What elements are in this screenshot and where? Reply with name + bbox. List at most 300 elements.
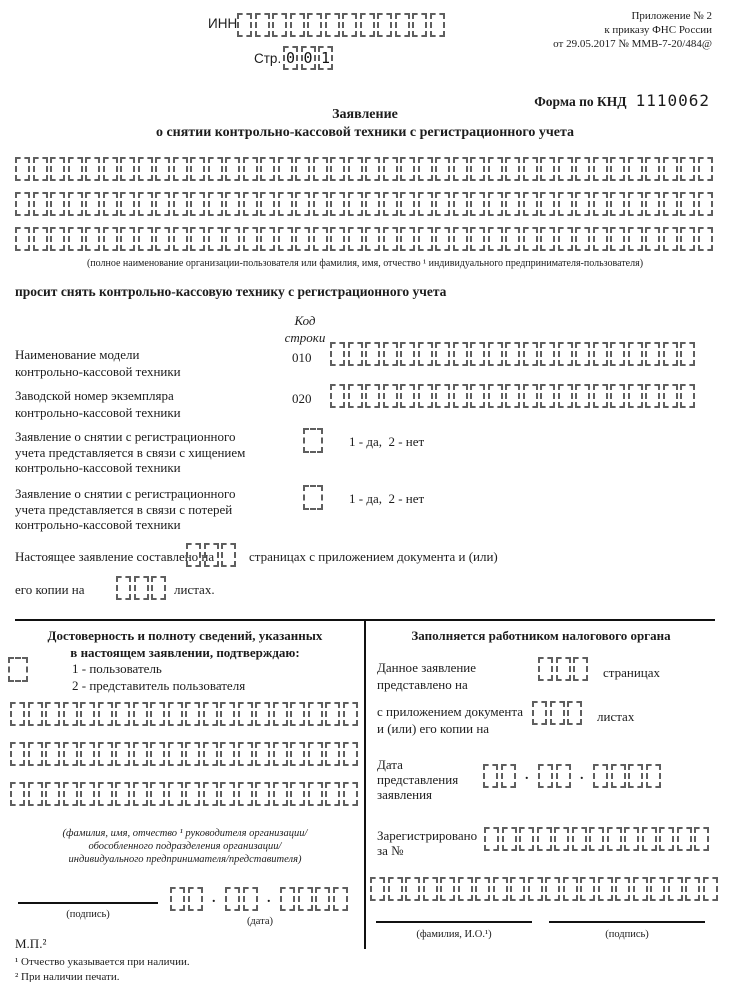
input-cell[interactable]	[273, 702, 288, 726]
input-cell[interactable]	[400, 192, 415, 216]
attached-sheets-input[interactable]	[532, 701, 582, 725]
input-cell[interactable]	[610, 342, 625, 366]
input-cell[interactable]	[208, 192, 223, 216]
input-cell[interactable]	[278, 227, 293, 251]
input-cell[interactable]	[607, 827, 622, 851]
input-cell[interactable]	[558, 384, 573, 408]
input-cell[interactable]	[610, 227, 625, 251]
input-cell[interactable]	[98, 782, 113, 806]
confirmation-checkbox[interactable]	[8, 657, 28, 682]
input-cell[interactable]	[575, 342, 590, 366]
input-cell[interactable]	[290, 742, 305, 766]
input-cell[interactable]	[610, 192, 625, 216]
input-cell[interactable]	[225, 157, 240, 181]
input-cell[interactable]	[150, 742, 165, 766]
input-cell[interactable]	[488, 192, 503, 216]
input-cell[interactable]	[370, 877, 385, 901]
input-cell[interactable]	[303, 485, 323, 510]
input-cell[interactable]	[190, 192, 205, 216]
date-day-input[interactable]	[483, 764, 516, 788]
input-cell[interactable]	[298, 887, 313, 911]
input-cell[interactable]	[220, 742, 235, 766]
input-cell[interactable]	[646, 764, 661, 788]
user-name-input-row[interactable]	[15, 192, 713, 216]
copies-count-input[interactable]	[116, 576, 166, 600]
input-cell[interactable]	[593, 384, 608, 408]
input-cell[interactable]	[360, 13, 375, 37]
input-cell[interactable]	[290, 782, 305, 806]
date-year-input[interactable]	[280, 887, 348, 911]
input-cell[interactable]	[151, 576, 166, 600]
signatory-name-input-row[interactable]	[10, 742, 358, 766]
input-cell[interactable]	[295, 192, 310, 216]
input-cell[interactable]	[45, 782, 60, 806]
input-cell[interactable]	[593, 157, 608, 181]
date-month-input[interactable]	[225, 887, 258, 911]
input-cell[interactable]	[188, 887, 203, 911]
input-cell[interactable]	[558, 192, 573, 216]
input-cell[interactable]	[150, 702, 165, 726]
input-cell[interactable]	[523, 342, 538, 366]
input-cell[interactable]	[430, 13, 445, 37]
input-cell[interactable]	[221, 543, 236, 567]
input-cell[interactable]	[280, 887, 295, 911]
input-cell[interactable]	[440, 877, 455, 901]
input-cell[interactable]	[470, 384, 485, 408]
input-cell[interactable]	[532, 701, 547, 725]
input-cell[interactable]	[383, 384, 398, 408]
input-cell[interactable]	[68, 192, 83, 216]
input-cell[interactable]	[330, 157, 345, 181]
input-cell[interactable]	[260, 192, 275, 216]
input-cell[interactable]	[610, 384, 625, 408]
user-name-input-row[interactable]	[15, 157, 713, 181]
input-cell[interactable]	[383, 342, 398, 366]
input-cell[interactable]	[115, 742, 130, 766]
input-cell[interactable]	[663, 192, 678, 216]
input-cell[interactable]	[348, 384, 363, 408]
input-cell[interactable]	[645, 157, 660, 181]
input-cell[interactable]	[63, 782, 78, 806]
input-cell[interactable]	[98, 702, 113, 726]
input-cell[interactable]	[155, 192, 170, 216]
input-cell[interactable]	[190, 227, 205, 251]
input-cell[interactable]	[168, 742, 183, 766]
input-cell[interactable]	[330, 192, 345, 216]
input-cell[interactable]	[435, 157, 450, 181]
input-cell[interactable]	[698, 157, 713, 181]
input-cell[interactable]	[225, 887, 240, 911]
input-cell[interactable]	[418, 384, 433, 408]
input-cell[interactable]	[173, 157, 188, 181]
input-cell[interactable]	[523, 192, 538, 216]
input-cell[interactable]	[567, 701, 582, 725]
input-cell[interactable]	[703, 877, 718, 901]
input-cell[interactable]	[168, 782, 183, 806]
input-cell[interactable]	[138, 192, 153, 216]
input-cell[interactable]	[663, 227, 678, 251]
input-cell[interactable]	[185, 782, 200, 806]
input-cell[interactable]	[680, 227, 695, 251]
input-cell[interactable]	[203, 742, 218, 766]
input-cell[interactable]	[435, 192, 450, 216]
input-cell[interactable]	[325, 742, 340, 766]
input-cell[interactable]	[680, 157, 695, 181]
input-cell[interactable]	[10, 702, 25, 726]
input-cell[interactable]	[628, 192, 643, 216]
input-cell[interactable]	[342, 13, 357, 37]
input-cell[interactable]	[593, 764, 608, 788]
input-cell[interactable]	[453, 192, 468, 216]
input-cell[interactable]	[383, 157, 398, 181]
input-cell[interactable]	[470, 192, 485, 216]
input-cell[interactable]	[85, 157, 100, 181]
date-month-input[interactable]	[538, 764, 571, 788]
input-cell[interactable]	[120, 227, 135, 251]
input-cell[interactable]	[243, 192, 258, 216]
input-cell[interactable]	[343, 782, 358, 806]
input-cell[interactable]	[272, 13, 287, 37]
input-cell[interactable]	[556, 764, 571, 788]
input-cell[interactable]	[505, 384, 520, 408]
input-cell[interactable]	[483, 764, 498, 788]
input-cell[interactable]	[325, 13, 340, 37]
input-cell[interactable]	[273, 782, 288, 806]
input-cell[interactable]	[220, 782, 235, 806]
input-cell[interactable]	[85, 227, 100, 251]
input-cell[interactable]	[575, 192, 590, 216]
input-cell[interactable]	[405, 877, 420, 901]
input-cell[interactable]	[540, 227, 555, 251]
input-cell[interactable]	[628, 764, 643, 788]
input-cell[interactable]	[243, 227, 258, 251]
input-cell[interactable]	[85, 192, 100, 216]
input-cell[interactable]	[563, 877, 578, 901]
input-cell[interactable]	[540, 192, 555, 216]
input-cell[interactable]	[593, 192, 608, 216]
input-cell[interactable]	[383, 192, 398, 216]
input-cell[interactable]	[155, 157, 170, 181]
input-cell[interactable]	[307, 13, 322, 37]
pages-count-input[interactable]	[186, 543, 236, 567]
input-cell[interactable]	[120, 157, 135, 181]
input-cell[interactable]	[348, 192, 363, 216]
input-cell[interactable]	[418, 342, 433, 366]
input-cell[interactable]	[505, 192, 520, 216]
input-cell[interactable]	[68, 227, 83, 251]
input-cell[interactable]	[580, 877, 595, 901]
input-cell[interactable]: 0	[301, 46, 316, 70]
input-cell[interactable]	[260, 227, 275, 251]
input-cell[interactable]	[538, 657, 553, 681]
input-cell[interactable]	[538, 764, 553, 788]
input-cell[interactable]	[453, 342, 468, 366]
input-cell[interactable]	[103, 227, 118, 251]
input-cell[interactable]	[423, 877, 438, 901]
input-cell[interactable]	[698, 192, 713, 216]
input-cell[interactable]	[50, 192, 65, 216]
input-cell[interactable]	[115, 702, 130, 726]
input-cell[interactable]	[10, 742, 25, 766]
input-cell[interactable]	[680, 342, 695, 366]
input-cell[interactable]	[502, 827, 517, 851]
page-number-input[interactable]	[283, 46, 333, 70]
input-cell[interactable]	[186, 543, 201, 567]
input-cell[interactable]	[458, 877, 473, 901]
input-cell[interactable]	[260, 157, 275, 181]
input-cell[interactable]	[325, 782, 340, 806]
theft-reason-checkbox[interactable]	[303, 428, 323, 453]
input-cell[interactable]	[488, 227, 503, 251]
input-cell[interactable]	[418, 157, 433, 181]
input-cell[interactable]	[523, 384, 538, 408]
input-cell[interactable]	[80, 742, 95, 766]
submission-date-input[interactable]	[483, 764, 661, 788]
input-cell[interactable]	[80, 702, 95, 726]
input-cell[interactable]	[598, 877, 613, 901]
input-cell[interactable]	[155, 227, 170, 251]
input-cell[interactable]	[611, 764, 626, 788]
input-cell[interactable]	[470, 227, 485, 251]
input-cell[interactable]	[208, 227, 223, 251]
input-cell[interactable]	[589, 827, 604, 851]
input-cell[interactable]	[645, 227, 660, 251]
input-cell[interactable]	[400, 384, 415, 408]
input-cell[interactable]	[550, 701, 565, 725]
signatory-name-input-row[interactable]	[10, 782, 358, 806]
input-cell[interactable]	[330, 342, 345, 366]
input-cell[interactable]	[365, 342, 380, 366]
input-cell[interactable]	[238, 702, 253, 726]
input-cell[interactable]	[33, 192, 48, 216]
input-cell[interactable]	[412, 13, 427, 37]
input-cell[interactable]	[185, 702, 200, 726]
model-name-input[interactable]	[330, 342, 695, 366]
input-cell[interactable]	[325, 702, 340, 726]
input-cell[interactable]	[15, 192, 30, 216]
input-cell[interactable]	[418, 227, 433, 251]
input-cell[interactable]	[243, 157, 258, 181]
input-cell[interactable]	[28, 742, 43, 766]
input-cell[interactable]	[295, 157, 310, 181]
input-cell[interactable]	[365, 192, 380, 216]
input-cell[interactable]	[575, 157, 590, 181]
input-cell[interactable]	[50, 227, 65, 251]
input-cell[interactable]	[663, 384, 678, 408]
input-cell[interactable]	[633, 877, 648, 901]
input-cell[interactable]	[519, 827, 534, 851]
input-cell[interactable]	[400, 342, 415, 366]
input-cell[interactable]	[278, 157, 293, 181]
input-cell[interactable]	[203, 702, 218, 726]
input-cell[interactable]	[493, 877, 508, 901]
input-cell[interactable]	[33, 227, 48, 251]
input-cell[interactable]	[204, 543, 219, 567]
input-cell[interactable]	[628, 157, 643, 181]
input-cell[interactable]	[663, 342, 678, 366]
input-cell[interactable]	[278, 192, 293, 216]
input-cell[interactable]	[540, 157, 555, 181]
input-cell[interactable]	[453, 227, 468, 251]
input-cell[interactable]	[120, 192, 135, 216]
input-cell[interactable]	[238, 742, 253, 766]
input-cell[interactable]	[33, 157, 48, 181]
input-cell[interactable]	[243, 887, 258, 911]
input-cell[interactable]	[435, 384, 450, 408]
input-cell[interactable]	[615, 877, 630, 901]
input-cell[interactable]	[115, 782, 130, 806]
input-cell[interactable]	[295, 227, 310, 251]
input-cell[interactable]	[290, 13, 305, 37]
input-cell[interactable]	[501, 764, 516, 788]
input-cell[interactable]	[225, 227, 240, 251]
input-cell[interactable]	[365, 384, 380, 408]
input-cell[interactable]	[628, 384, 643, 408]
input-cell[interactable]	[475, 877, 490, 901]
input-cell[interactable]	[63, 742, 78, 766]
input-cell[interactable]	[545, 877, 560, 901]
input-cell[interactable]	[173, 192, 188, 216]
input-cell[interactable]	[628, 342, 643, 366]
input-cell[interactable]	[677, 827, 692, 851]
input-cell[interactable]	[505, 342, 520, 366]
input-cell[interactable]	[50, 157, 65, 181]
official-name-input[interactable]	[370, 877, 718, 901]
input-cell[interactable]	[488, 157, 503, 181]
input-cell[interactable]	[313, 227, 328, 251]
input-cell[interactable]	[523, 227, 538, 251]
serial-number-input[interactable]	[330, 384, 695, 408]
input-cell[interactable]	[98, 742, 113, 766]
input-cell[interactable]	[685, 877, 700, 901]
input-cell[interactable]	[208, 157, 223, 181]
input-cell[interactable]	[694, 827, 709, 851]
input-cell[interactable]	[645, 192, 660, 216]
input-cell[interactable]	[453, 384, 468, 408]
input-cell[interactable]	[315, 887, 330, 911]
input-cell[interactable]	[343, 702, 358, 726]
input-cell[interactable]	[435, 342, 450, 366]
input-cell[interactable]	[558, 227, 573, 251]
input-cell[interactable]	[225, 192, 240, 216]
inn-input[interactable]	[237, 13, 445, 37]
input-cell[interactable]	[659, 827, 674, 851]
input-cell[interactable]	[333, 887, 348, 911]
input-cell[interactable]	[510, 877, 525, 901]
input-cell[interactable]	[28, 702, 43, 726]
input-cell[interactable]	[470, 342, 485, 366]
user-name-input-row[interactable]	[15, 227, 713, 251]
input-cell[interactable]	[365, 157, 380, 181]
input-cell[interactable]	[308, 782, 323, 806]
input-cell[interactable]	[593, 342, 608, 366]
input-cell[interactable]: 0	[283, 46, 298, 70]
input-cell[interactable]	[400, 157, 415, 181]
input-cell[interactable]	[170, 887, 185, 911]
input-cell[interactable]	[383, 227, 398, 251]
input-cell[interactable]	[575, 384, 590, 408]
input-cell[interactable]	[470, 157, 485, 181]
input-cell[interactable]	[80, 782, 95, 806]
input-cell[interactable]	[138, 227, 153, 251]
input-cell[interactable]	[255, 782, 270, 806]
input-cell[interactable]	[63, 702, 78, 726]
input-cell[interactable]	[220, 702, 235, 726]
input-cell[interactable]	[573, 657, 588, 681]
input-cell[interactable]	[133, 742, 148, 766]
date-year-input[interactable]	[593, 764, 661, 788]
input-cell[interactable]	[453, 157, 468, 181]
input-cell[interactable]	[593, 227, 608, 251]
input-cell[interactable]	[28, 782, 43, 806]
input-cell[interactable]	[645, 384, 660, 408]
input-cell[interactable]	[290, 702, 305, 726]
loss-reason-checkbox[interactable]	[303, 485, 323, 510]
input-cell[interactable]	[168, 702, 183, 726]
input-cell[interactable]	[365, 227, 380, 251]
input-cell[interactable]	[133, 702, 148, 726]
input-cell[interactable]	[343, 742, 358, 766]
input-cell[interactable]	[303, 428, 323, 453]
input-cell[interactable]	[558, 342, 573, 366]
input-cell[interactable]	[610, 157, 625, 181]
input-cell[interactable]	[377, 13, 392, 37]
input-cell[interactable]	[173, 227, 188, 251]
input-cell[interactable]	[68, 157, 83, 181]
input-cell[interactable]	[348, 157, 363, 181]
input-cell[interactable]	[488, 384, 503, 408]
input-cell[interactable]	[642, 827, 657, 851]
input-cell[interactable]	[680, 192, 695, 216]
input-cell[interactable]	[45, 702, 60, 726]
input-cell[interactable]	[116, 576, 131, 600]
input-cell[interactable]	[523, 157, 538, 181]
input-cell[interactable]	[505, 157, 520, 181]
input-cell[interactable]	[505, 227, 520, 251]
input-cell[interactable]	[150, 782, 165, 806]
input-cell[interactable]	[540, 342, 555, 366]
input-cell[interactable]	[15, 157, 30, 181]
input-cell[interactable]	[540, 384, 555, 408]
input-cell[interactable]	[680, 384, 695, 408]
input-cell[interactable]	[308, 742, 323, 766]
input-cell[interactable]	[554, 827, 569, 851]
input-cell[interactable]	[103, 157, 118, 181]
input-cell[interactable]	[103, 192, 118, 216]
input-cell[interactable]: 1	[318, 46, 333, 70]
input-cell[interactable]	[190, 157, 205, 181]
input-cell[interactable]	[8, 657, 28, 682]
input-cell[interactable]	[663, 157, 678, 181]
input-cell[interactable]	[668, 877, 683, 901]
signatory-name-input-row[interactable]	[10, 702, 358, 726]
input-cell[interactable]	[203, 782, 218, 806]
submitted-pages-input[interactable]	[538, 657, 588, 681]
input-cell[interactable]	[313, 157, 328, 181]
input-cell[interactable]	[134, 576, 149, 600]
date-day-input[interactable]	[170, 887, 203, 911]
input-cell[interactable]	[572, 827, 587, 851]
input-cell[interactable]	[255, 742, 270, 766]
input-cell[interactable]	[575, 227, 590, 251]
input-cell[interactable]	[133, 782, 148, 806]
input-cell[interactable]	[273, 742, 288, 766]
input-cell[interactable]	[138, 157, 153, 181]
input-cell[interactable]	[537, 827, 552, 851]
input-cell[interactable]	[488, 342, 503, 366]
input-cell[interactable]	[435, 227, 450, 251]
input-cell[interactable]	[238, 782, 253, 806]
